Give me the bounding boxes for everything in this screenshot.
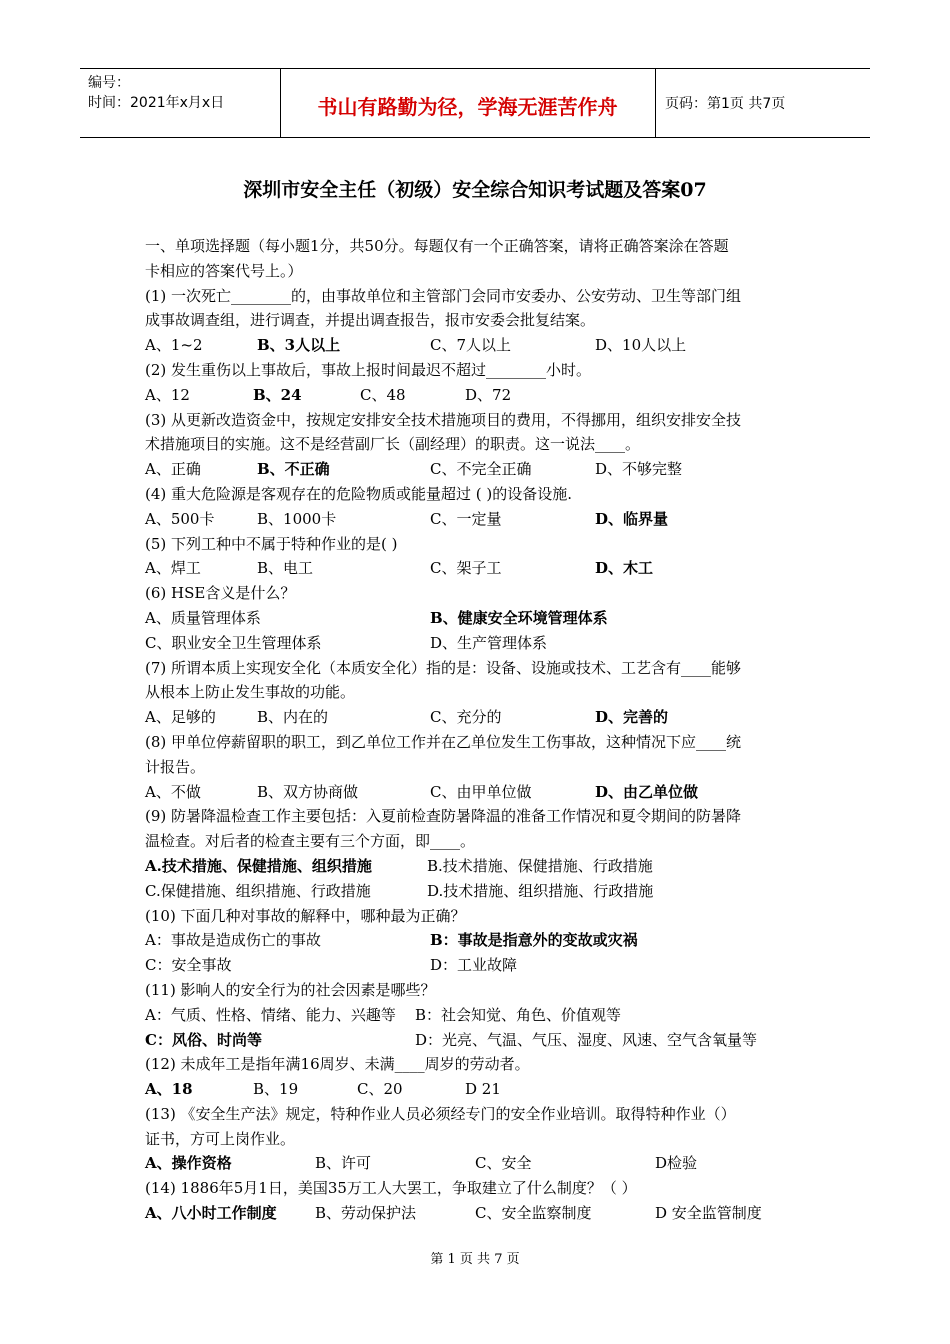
answer-option: C：安全事故 bbox=[145, 956, 232, 975]
time-label: 时间：2021年x月x日 bbox=[88, 95, 225, 111]
correct-answer-option: B、3人以上 bbox=[257, 336, 341, 355]
answer-option: C、安全 bbox=[475, 1154, 532, 1173]
header-meta bbox=[88, 73, 224, 113]
correct-answer-option: A、八小时工作制度 bbox=[145, 1204, 277, 1223]
answer-option: A、质量管理体系 bbox=[145, 608, 261, 627]
answer-option: A、焊工 bbox=[145, 559, 201, 578]
answer-option: A、1~2 bbox=[145, 336, 203, 355]
answer-option: C、由甲单位做 bbox=[430, 782, 532, 801]
answer-option: A、500卡 bbox=[145, 509, 215, 528]
answer-option: D.技术措施、组织措施、行政措施 bbox=[427, 881, 654, 900]
question-stem: (12) 未成年工是指年满16周岁、未满____周岁的劳动者。 bbox=[145, 1055, 530, 1074]
answer-option: A、足够的 bbox=[145, 708, 216, 727]
question-stem: (4) 重大危险源是客观存在的危险物质或能量超过 ( )的设备设施. bbox=[145, 484, 573, 503]
option-row bbox=[145, 556, 815, 581]
question-stem: 温检查。对后者的检查主要有三个方面，即____。 bbox=[145, 832, 476, 851]
answer-option: C、48 bbox=[360, 385, 406, 404]
answer-option: D、不够完整 bbox=[595, 460, 683, 479]
correct-answer-option: D、临界量 bbox=[595, 509, 669, 528]
question-stem: (14) 1886年5月1日，美国35万工人大罢工，争取建立了什么制度？（ ） bbox=[145, 1179, 637, 1198]
option-row bbox=[145, 879, 815, 904]
option-row bbox=[145, 631, 815, 656]
question-stem: 计报告。 bbox=[145, 757, 206, 776]
answer-option: B、双方协商做 bbox=[257, 782, 359, 801]
question-stem: 成事故调查组，进行调查，并提出调查报告，报市安委会批复结案。 bbox=[145, 311, 596, 330]
correct-answer-option: B、健康安全环境管理体系 bbox=[430, 608, 608, 627]
option-row bbox=[145, 457, 815, 482]
question-stem: (9) 防暑降温检查工作主要包括：入夏前检查防暑降温的准备工作情况和夏令期间的防暑降 bbox=[145, 807, 742, 826]
correct-answer-option: C：风俗、时尚等 bbox=[145, 1030, 262, 1049]
question-stem: (10) 下面几种对事故的解释中，哪种最为正确？ bbox=[145, 906, 466, 925]
question-stem: (7) 所谓本质上实现安全化（本质安全化）指的是：设备、设施或技术、工艺含有____能够 bbox=[145, 658, 742, 677]
answer-option: A、不做 bbox=[145, 782, 201, 801]
question-stem: 术措施项目的实施。这不是经营副厂长（副经理）的职责。这一说法____。 bbox=[145, 435, 641, 454]
correct-answer-option: B、24 bbox=[253, 385, 302, 404]
option-row bbox=[145, 1003, 815, 1028]
correct-answer-option: A.技术措施、保健措施、组织措施 bbox=[145, 856, 372, 875]
answer-option: C、安全监察制度 bbox=[475, 1204, 592, 1223]
answer-option: B、内在的 bbox=[257, 708, 329, 727]
answer-option: B、1000卡 bbox=[257, 509, 337, 528]
answer-option: C.保健措施、组织措施、行政措施 bbox=[145, 881, 371, 900]
header-motto: 书山有路勤为径，学海无涯苦作舟 bbox=[317, 95, 618, 119]
question-stem: (8) 甲单位停薪留职的职工，到乙单位工作并在乙单位发生工伤事故，这种情况下应____统 bbox=[145, 732, 742, 751]
answer-option: C、架子工 bbox=[430, 559, 502, 578]
option-row bbox=[145, 928, 815, 953]
page-header bbox=[80, 68, 870, 138]
correct-answer-option: B：事故是指意外的变故或灾祸 bbox=[430, 931, 638, 950]
answer-option: D：工业故障 bbox=[430, 956, 518, 975]
option-row bbox=[145, 953, 815, 978]
answer-option: D、10人以上 bbox=[595, 336, 687, 355]
question-stem: (3) 从更新改造资金中，按规定安排安全技术措施项目的费用，不得挪用，组织安排安全技 bbox=[145, 410, 742, 429]
answer-option: A、正确 bbox=[145, 460, 201, 479]
question-stem: (13) 《安全生产法》规定，特种作业人员必须经专门的安全作业培训。取得特种作业（） bbox=[145, 1104, 736, 1123]
number-label: 编号： bbox=[88, 75, 130, 91]
answer-option: A、12 bbox=[145, 385, 190, 404]
answer-option: D、生产管理体系 bbox=[430, 633, 548, 652]
answer-option: C、7人以上 bbox=[430, 336, 512, 355]
question-stem: (11) 影响人的安全行为的社会因素是哪些？ bbox=[145, 980, 436, 999]
answer-option: C、职业安全卫生管理体系 bbox=[145, 633, 322, 652]
question-stem: 从根本上防止发生事故的功能。 bbox=[145, 683, 356, 702]
option-row bbox=[145, 1201, 815, 1226]
exam-content bbox=[145, 234, 815, 1226]
answer-option: B、19 bbox=[253, 1080, 299, 1099]
answer-option: A：气质、性格、情绪、能力、兴趣等 bbox=[145, 1005, 396, 1024]
document-title: 深圳市安全主任（初级）安全综合知识考试题及答案07 bbox=[243, 179, 707, 201]
answer-option: C、20 bbox=[357, 1080, 403, 1099]
correct-answer-option: B、不正确 bbox=[257, 460, 330, 479]
answer-option: D、72 bbox=[465, 385, 512, 404]
answer-option: B.技术措施、保健措施、行政措施 bbox=[427, 856, 653, 875]
answer-option: A：事故是造成伤亡的事故 bbox=[145, 931, 321, 950]
correct-answer-option: D、由乙单位做 bbox=[595, 782, 699, 801]
header-page-info: 页码：第1页 共7页 bbox=[665, 96, 786, 112]
answer-option: C、充分的 bbox=[430, 708, 502, 727]
header-divider bbox=[655, 69, 656, 137]
option-row bbox=[145, 854, 815, 879]
option-row bbox=[145, 780, 815, 805]
answer-option: B、电工 bbox=[257, 559, 314, 578]
page-footer: 第 1 页 共 7 页 bbox=[430, 1252, 520, 1267]
question-stem: (1) 一次死亡________的，由事故单位和主管部门会同市安委办、公安劳动、卫生等部门组 bbox=[145, 286, 742, 305]
question-stem: (2) 发生重伤以上事故后，事故上报时间最迟不超过________小时。 bbox=[145, 360, 592, 379]
option-row bbox=[145, 383, 815, 408]
answer-option: B、许可 bbox=[315, 1154, 372, 1173]
option-row bbox=[145, 1028, 815, 1053]
option-row bbox=[145, 1151, 815, 1176]
question-stem: 证书，方可上岗作业。 bbox=[145, 1129, 296, 1148]
correct-answer-option: A、18 bbox=[145, 1080, 193, 1099]
instructions-text: 一、单项选择题（每小题1分，共50分。每题仅有一个正确答案，请将正确答案涂在答题 bbox=[145, 237, 729, 255]
correct-answer-option: D、完善的 bbox=[595, 708, 669, 727]
instructions-text: 卡相应的答案代号上。） bbox=[145, 261, 303, 280]
answer-option: D检验 bbox=[655, 1154, 698, 1173]
question-stem: (6) HSE含义是什么？ bbox=[145, 584, 296, 603]
option-row bbox=[145, 333, 815, 358]
option-row bbox=[145, 705, 815, 730]
answer-option: D 安全监管制度 bbox=[655, 1204, 762, 1223]
answer-option: B：社会知觉、角色、价值观等 bbox=[415, 1005, 622, 1024]
option-row bbox=[145, 1077, 815, 1102]
answer-option: C、不完全正确 bbox=[430, 460, 532, 479]
answer-option: C、一定量 bbox=[430, 509, 502, 528]
answer-option: D：光亮、气温、气压、湿度、风速、空气含氧量等 bbox=[415, 1030, 758, 1049]
correct-answer-option: A、操作资格 bbox=[145, 1154, 232, 1173]
question-stem: (5) 下列工种中不属于特种作业的是( ) bbox=[145, 534, 398, 553]
answer-option: B、劳动保护法 bbox=[315, 1204, 417, 1223]
option-row bbox=[145, 507, 815, 532]
correct-answer-option: D、木工 bbox=[595, 559, 654, 578]
option-row bbox=[145, 606, 815, 631]
answer-option: D 21 bbox=[465, 1080, 501, 1099]
